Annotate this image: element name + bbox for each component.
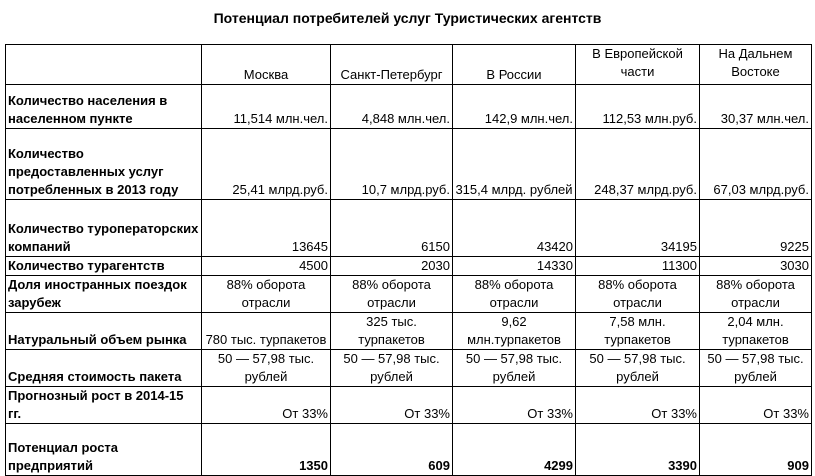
table-row: [6, 257, 812, 276]
cell-value: 112,53 млн.руб.: [576, 85, 700, 129]
cell-value: 67,03 млрд.руб.: [700, 129, 812, 200]
table-header-row: [6, 45, 812, 85]
cell-value: 9225: [700, 200, 812, 257]
cell-value: От 33%: [331, 387, 453, 424]
table-row: [6, 129, 812, 200]
cell-value: 325 тыс. турпакетов: [331, 313, 453, 350]
cell-value: 88% оборота отрасли: [453, 276, 576, 313]
table-row: [6, 350, 812, 387]
table-row: [6, 85, 812, 129]
row-label-market-volume: Натуральный объем рынка: [6, 313, 202, 350]
cell-value: 248,37 млрд.руб.: [576, 129, 700, 200]
cell-value: 6150: [331, 200, 453, 257]
cell-value: 50 — 57,98 тыс. рублей: [453, 350, 576, 387]
header-moscow: Москва: [202, 45, 331, 85]
row-label-tour-operators: Количество туроператорских компаний: [6, 200, 202, 257]
cell-value: 3390: [576, 424, 700, 476]
row-label-travel-agencies: Количество турагентств: [6, 257, 202, 276]
cell-value: 50 — 57,98 тыс. рублей: [700, 350, 812, 387]
cell-value: 3030: [700, 257, 812, 276]
row-label-growth-potential: Потенциал роста предприятий: [6, 424, 202, 476]
cell-value: 88% оборота отрасли: [700, 276, 812, 313]
cell-value: 4,848 млн.чел.: [331, 85, 453, 129]
row-label-services-consumed: Количество предоставленных услуг потребленных в 2013 году: [6, 129, 202, 200]
cell-value: 11,514 млн.чел.: [202, 85, 331, 129]
header-saint-petersburg: Санкт-Петербург: [331, 45, 453, 85]
table-row: [6, 313, 812, 350]
page-title: Потенциал потребителей услуг Туристических агентств: [213, 10, 602, 26]
cell-value: 88% оборота отрасли: [576, 276, 700, 313]
cell-value: 7,58 млн. турпакетов: [576, 313, 700, 350]
cell-value: 50 — 57,98 тыс. рублей: [202, 350, 331, 387]
row-label-population: Количество населения в населенном пункте: [6, 85, 202, 129]
cell-value: 50 — 57,98 тыс. рублей: [576, 350, 700, 387]
row-label-foreign-trips-share: Доля иностранных поездок зарубеж: [6, 276, 202, 313]
cell-value: 780 тыс. турпакетов: [202, 313, 331, 350]
cell-value: 25,41 млрд.руб.: [202, 129, 331, 200]
cell-value: 1350: [202, 424, 331, 476]
row-label-average-package-cost: Средняя стоимость пакета: [6, 350, 202, 387]
cell-value: 9,62 млн.турпакетов: [453, 313, 576, 350]
cell-value: 30,37 млн.чел.: [700, 85, 812, 129]
tourism-potential-table: [5, 44, 812, 476]
header-far-east: На Дальнем Востоке: [700, 45, 812, 85]
cell-value: 4500: [202, 257, 331, 276]
table-row: [6, 276, 812, 313]
cell-value: 50 — 57,98 тыс. рублей: [331, 350, 453, 387]
header-european-part: В Европейской части: [576, 45, 700, 85]
table-row: [6, 387, 812, 424]
cell-value: 4299: [453, 424, 576, 476]
cell-value: 2030: [331, 257, 453, 276]
cell-value: От 33%: [202, 387, 331, 424]
cell-value: 43420: [453, 200, 576, 257]
cell-value: 13645: [202, 200, 331, 257]
cell-value: 88% оборота отрасли: [202, 276, 331, 313]
cell-value: 10,7 млрд.руб.: [331, 129, 453, 200]
cell-value: 315,4 млрд. рублей: [453, 129, 576, 200]
cell-value: 11300: [576, 257, 700, 276]
cell-value: От 33%: [700, 387, 812, 424]
table-row: [6, 200, 812, 257]
cell-value: 609: [331, 424, 453, 476]
row-label-forecast-growth: Прогнозный рост в 2014-15 гг.: [6, 387, 202, 424]
cell-value: 142,9 млн.чел.: [453, 85, 576, 129]
cell-value: От 33%: [576, 387, 700, 424]
cell-value: От 33%: [453, 387, 576, 424]
cell-value: 14330: [453, 257, 576, 276]
table-row: [6, 424, 812, 476]
cell-value: 909: [700, 424, 812, 476]
cell-value: 2,04 млн. турпакетов: [700, 313, 812, 350]
header-russia: В России: [453, 45, 576, 85]
header-corner-cell: [6, 45, 202, 85]
cell-value: 34195: [576, 200, 700, 257]
cell-value: 88% оборота отрасли: [331, 276, 453, 313]
